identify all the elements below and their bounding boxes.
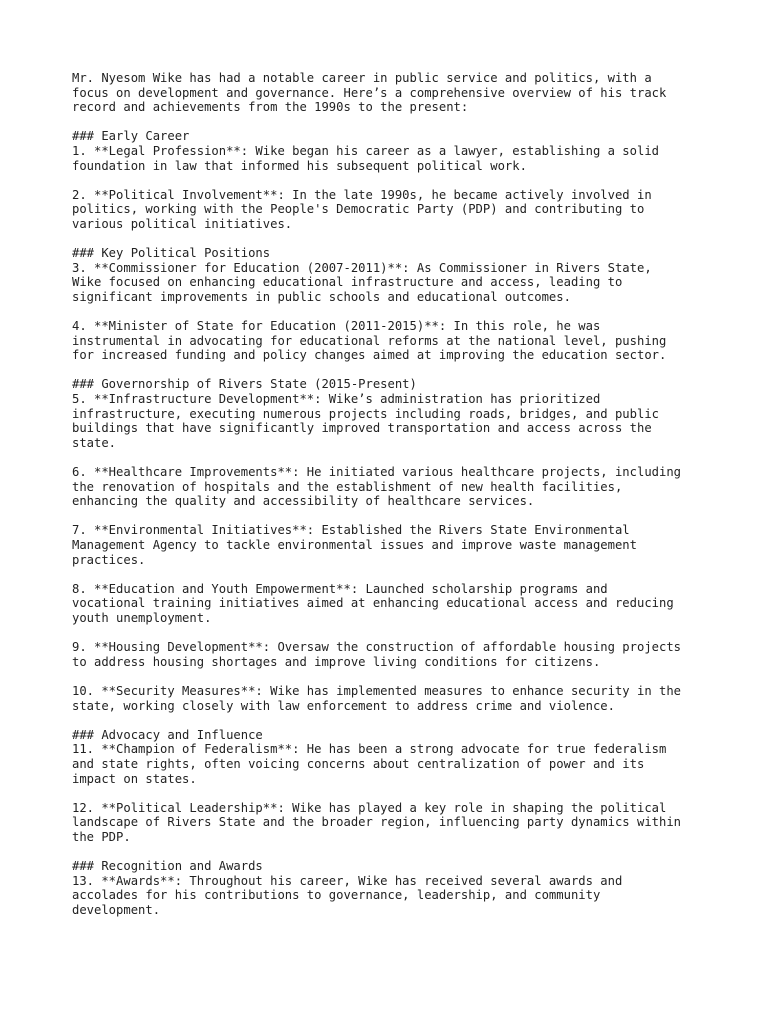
text-line: and state rights, often voicing concerns about centralization of power and its	[72, 756, 645, 771]
text-line: ### Early Career	[72, 129, 190, 144]
text-line: ### Key Political Positions	[72, 246, 271, 261]
document-page	[72, 71, 732, 932]
text-line: Mr. Nyesom Wike has had a notable career in public service and politics, with a	[72, 71, 652, 85]
text-line: landscape of Rivers State and the broader region, influencing party dynamics within	[72, 815, 682, 830]
document-paragraph	[72, 859, 732, 917]
text-line: youth unemployment.	[72, 610, 212, 625]
text-line: 2. **Political Involvement**: In the late 1990s, he became actively involved in	[72, 187, 652, 202]
text-line: infrastructure, executing numerous projects including roads, bridges, and public	[72, 406, 659, 421]
text-line: 6. **Healthcare Improvements**: He initiated various healthcare projects, including	[72, 465, 682, 480]
text-line: the renovation of hospitals and the establishment of new health facilities,	[72, 479, 623, 494]
document-paragraph	[72, 582, 732, 626]
text-line: 11. **Champion of Federalism**: He has been a strong advocate for true federalism	[72, 742, 667, 757]
text-line: 9. **Housing Development**: Oversaw the construction of affordable housing projects	[72, 640, 682, 655]
text-line: for increased funding and policy changes aimed at improving the education sector.	[72, 348, 667, 363]
text-line: vocational training initiatives aimed at enhancing educational access and reducing	[72, 596, 674, 611]
document-paragraph	[72, 684, 732, 713]
document-paragraph	[72, 801, 732, 845]
text-line: politics, working with the People's Democratic Party (PDP) and contributing to	[72, 202, 645, 217]
text-line: ### Recognition and Awards	[72, 859, 263, 874]
text-line: 13. **Awards**: Throughout his career, Wike has received several awards and	[72, 873, 623, 888]
text-line: ### Governorship of Rivers State (2015-Present)	[72, 377, 417, 392]
document-paragraph	[72, 129, 732, 173]
text-line: Management Agency to tackle environmental issues and improve waste management	[72, 538, 637, 552]
text-line: 1. **Legal Profession**: Wike began his career as a lawyer, establishing a solid	[72, 143, 659, 158]
text-line: 5. **Infrastructure Development**: Wike’s administration has prioritized	[72, 392, 601, 407]
text-line: 7. **Environmental Initiatives**: Established the Rivers State Environmental	[72, 523, 630, 538]
text-line: impact on states.	[72, 771, 197, 786]
text-line: instrumental in advocating for educational reforms at the national level, pushing	[72, 333, 667, 348]
document-paragraph	[72, 319, 732, 363]
text-line: Wike focused on enhancing educational infrastructure and access, leading to	[72, 275, 623, 290]
text-line: 12. **Political Leadership**: Wike has played a key role in shaping the political	[72, 800, 667, 815]
text-line: accolades for his contributions to governance, leadership, and community	[72, 888, 601, 903]
text-line: to address housing shortages and improve living conditions for citizens.	[72, 654, 601, 669]
document-paragraph	[72, 728, 732, 786]
document-paragraph	[72, 465, 732, 509]
text-line: state, working closely with law enforcement to address crime and violence.	[72, 698, 615, 713]
document-paragraph	[72, 523, 732, 567]
text-line: significant improvements in public schools and educational outcomes.	[72, 289, 571, 304]
document-paragraph	[72, 640, 732, 669]
document-paragraph	[72, 377, 732, 450]
text-line: practices.	[72, 552, 146, 567]
text-line: foundation in law that informed his subsequent political work.	[72, 158, 527, 173]
text-line: development.	[72, 902, 161, 917]
text-line: focus on development and governance. Here’s a comprehensive overview of his track	[72, 85, 667, 100]
text-line: 8. **Education and Youth Empowerment**: Launched scholarship programs and	[72, 581, 608, 596]
text-line: 4. **Minister of State for Education (2011-2015)**: In this role, he was	[72, 319, 601, 334]
text-line: buildings that have significantly improved transportation and access across the	[72, 421, 652, 436]
text-line: 3. **Commissioner for Education (2007-2011)**: As Commissioner in Rivers State,	[72, 260, 652, 275]
document-paragraph	[72, 246, 732, 304]
text-line: record and achievements from the 1990s to the present:	[72, 100, 469, 115]
text-line: ### Advocacy and Influence	[72, 727, 263, 742]
text-line: the PDP.	[72, 829, 131, 844]
document-paragraph	[72, 188, 732, 232]
document-paragraph	[72, 71, 732, 115]
text-line: state.	[72, 435, 117, 450]
text-line: enhancing the quality and accessibility of healthcare services.	[72, 494, 535, 509]
text-line: various political initiatives.	[72, 216, 293, 231]
text-line: 10. **Security Measures**: Wike has implemented measures to enhance security in the	[72, 683, 682, 698]
